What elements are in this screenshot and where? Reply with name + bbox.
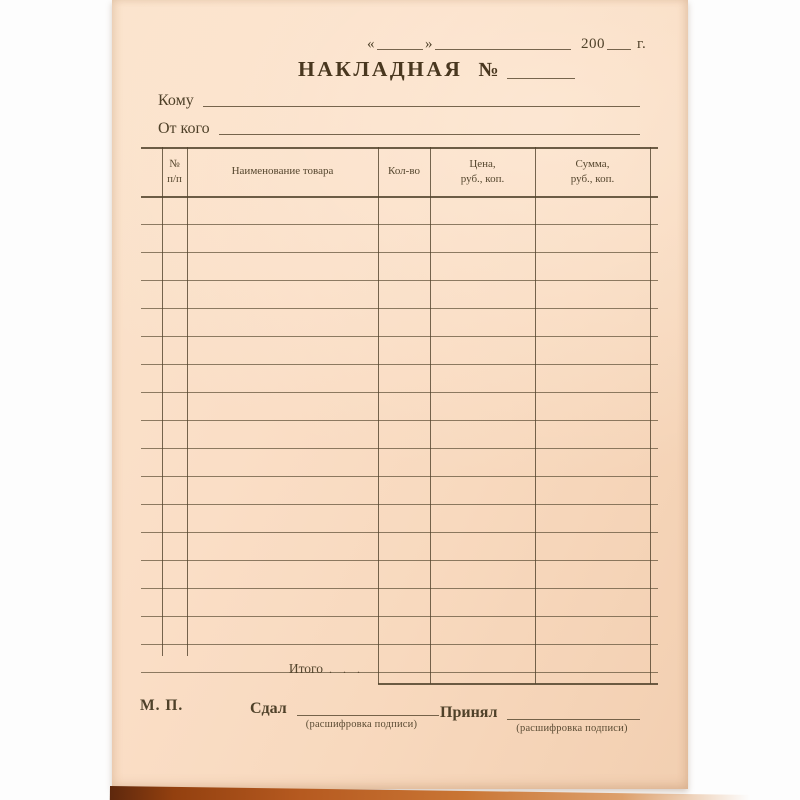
header-price-line1: Цена,: [469, 158, 496, 171]
total-dots: . . .: [329, 662, 364, 676]
table-empty-row-line: [141, 617, 658, 645]
received-by-label: Принял: [440, 704, 498, 721]
table-empty-row-line: [141, 533, 658, 561]
table-empty-row-line: [141, 449, 658, 477]
delivered-by-label: Сдал: [250, 700, 287, 717]
received-by-row: [440, 700, 640, 722]
header-sum-line2: руб., коп.: [570, 172, 615, 185]
sender-row: [158, 116, 640, 138]
column-divider-name: [378, 147, 379, 684]
table-empty-row-line: [141, 365, 658, 393]
date-line: [367, 31, 646, 53]
table-header-cell-qty: [378, 148, 430, 195]
stamp-place-label: М. П.: [140, 697, 184, 714]
day-blank-line: [377, 48, 423, 50]
column-divider-price: [535, 147, 536, 684]
header-price-line2: руб., коп.: [460, 172, 505, 185]
table-empty-row-line: [141, 645, 658, 673]
invoice-number-blank-line: [507, 77, 575, 79]
sender-blank-line: [219, 133, 640, 135]
received-signature-hint: (расшифровка подписи): [516, 723, 628, 734]
day-close-quote: »: [425, 36, 433, 52]
table-empty-row-line: [141, 281, 658, 309]
table-empty-row-line: [141, 393, 658, 421]
invoice-number-sign: №: [478, 59, 499, 81]
total-label: Итого: [288, 661, 323, 676]
header-index-line2: п/п: [167, 172, 182, 185]
table-header-cell-name: [187, 148, 378, 195]
table-left-border: [162, 147, 163, 656]
form-title: НАКЛАДНАЯ: [298, 57, 463, 81]
header-qty-line1: Кол-во: [388, 165, 420, 178]
table-empty-row-line: [141, 337, 658, 365]
delivered-by-signature-line: [297, 714, 439, 716]
header-name-line1: Наименование товара: [231, 165, 334, 178]
table-header-cell-price: [430, 148, 535, 195]
recipient-label: Кому: [158, 92, 194, 109]
table-empty-row-line: [141, 197, 658, 225]
table-header-cell-index: [162, 148, 187, 195]
table-body-rows: [141, 197, 658, 673]
total-row-bottom-border: [378, 683, 658, 685]
year-prefix: 200: [581, 36, 605, 52]
received-by-signature-line: [507, 718, 640, 720]
year-suffix: г.: [637, 36, 647, 52]
month-blank-line: [435, 48, 571, 50]
table-empty-row-line: [141, 561, 658, 589]
table-header-cell-sum: [535, 148, 650, 195]
table-empty-row-line: [141, 505, 658, 533]
recipient-blank-line: [203, 105, 640, 107]
table-right-border: [650, 147, 651, 684]
paper-sheet: [112, 0, 688, 789]
header-index-line1: №: [169, 158, 180, 171]
header-sum-line1: Сумма,: [575, 158, 610, 171]
delivered-signature-hint: (расшифровка подписи): [305, 719, 418, 730]
table-empty-row-line: [141, 253, 658, 281]
day-open-quote: «: [367, 36, 375, 52]
title-row: [298, 54, 575, 82]
table-empty-row-line: [141, 589, 658, 617]
table-empty-row-line: [141, 477, 658, 505]
column-divider-index: [187, 147, 188, 656]
total-row: [252, 661, 364, 679]
recipient-row: [158, 88, 640, 110]
column-divider-qty: [430, 147, 431, 684]
year-blank-line: [607, 48, 631, 50]
table-empty-row-line: [141, 421, 658, 449]
table-empty-row-line: [141, 309, 658, 337]
table-empty-row-line: [141, 225, 658, 253]
delivered-by-row: [250, 696, 439, 718]
sender-label: От кого: [158, 120, 210, 137]
